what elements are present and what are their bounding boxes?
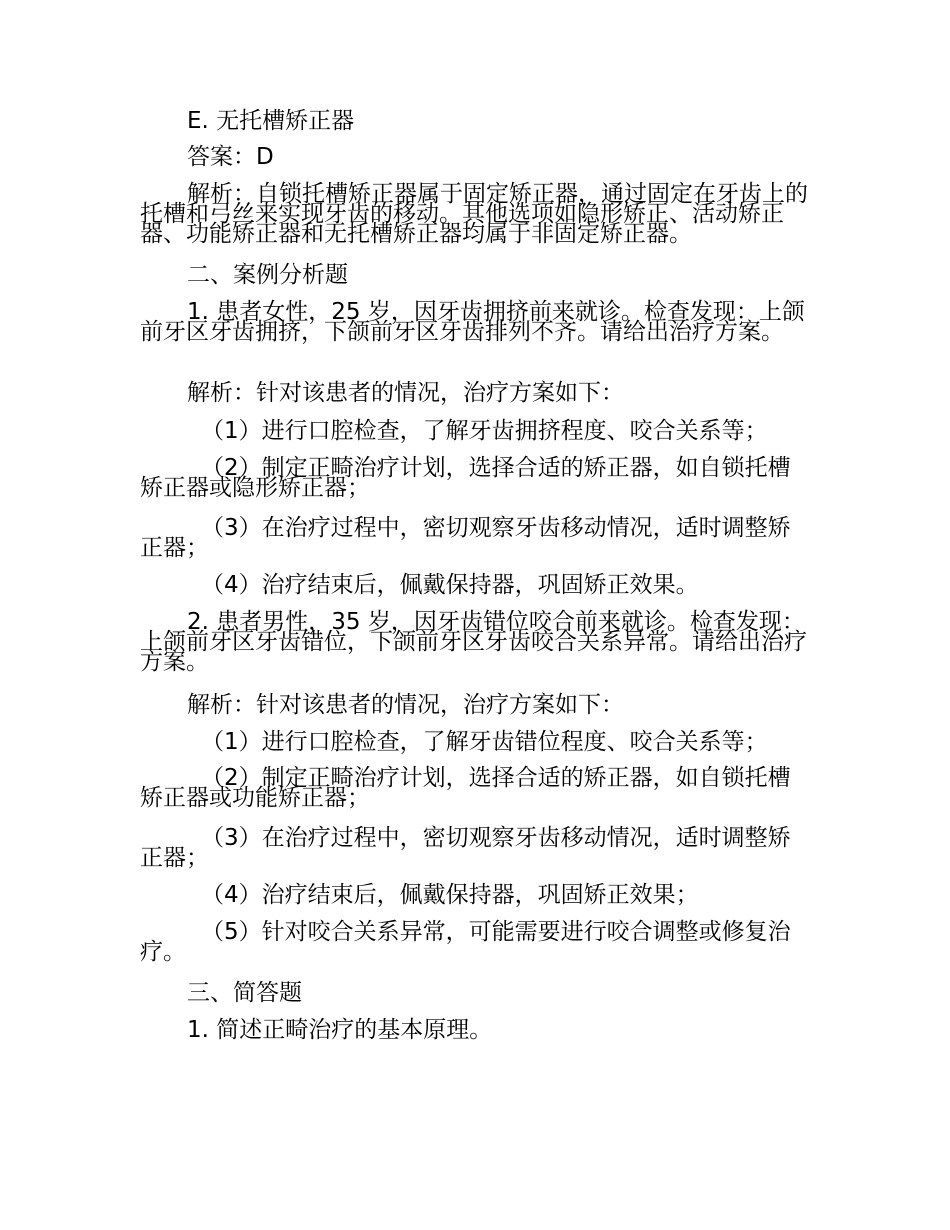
- case-1-step-2: （2）制定正畸治疗计划，选择合适的矫正器，如自锁托槽矫正器或隐形矫正器；: [140, 455, 791, 501]
- section-heading-short-answer: 三、简答题: [187, 980, 302, 1006]
- case-1-question: 1. 患者女性，25 岁，因牙齿拥挤前来就诊。检查发现：上颌前牙区牙齿拥挤，下颌前牙区牙齿排列不齐。请给出治疗方案。: [140, 299, 805, 345]
- case-1-step-3: （3）在治疗过程中，密切观察牙齿移动情况，适时调整矫正器；: [140, 515, 791, 561]
- case-2-explanation-intro: 解析：针对该患者的情况，治疗方案如下：: [187, 692, 624, 718]
- case-2-step-5: （5）针对咬合关系异常，可能需要进行咬合调整或修复治疗。: [140, 919, 791, 965]
- explanation-paragraph: 解析：自锁托槽矫正器属于固定矫正器，通过固定在牙齿上的托槽和弓丝来实现牙齿的移动。其他选项如隐形矫正、活动矫正器、功能矫正器和无托槽矫正器均属于非固定矫正器。: [140, 181, 808, 247]
- case-1-explanation-intro: 解析：针对该患者的情况，治疗方案如下：: [187, 380, 624, 406]
- case-1-step-4: （4）治疗结束后，佩戴保持器，巩固矫正效果。: [201, 572, 699, 598]
- option-e: E. 无托槽矫正器: [187, 108, 355, 134]
- case-2-step-1: （1）进行口腔检查，了解牙齿错位程度、咬合关系等；: [201, 729, 768, 755]
- section-heading-case-analysis: 二、案例分析题: [187, 262, 348, 288]
- case-1-step-1: （1）进行口腔检查，了解牙齿拥挤程度、咬合关系等；: [201, 418, 768, 444]
- case-2-step-3: （3）在治疗过程中，密切观察牙齿移动情况，适时调整矫正器；: [140, 825, 791, 871]
- short-answer-question-1: 1. 简述正畸治疗的基本原理。: [187, 1017, 493, 1043]
- case-2-step-2: （2）制定正畸治疗计划，选择合适的矫正器，如自锁托槽矫正器或功能矫正器；: [140, 765, 791, 811]
- case-2-question: 2. 患者男性，35 岁，因牙齿错位咬合前来就诊。检查发现：上颌前牙区牙齿错位，下颌前牙区牙齿咬合关系异常。请给出治疗方案。: [140, 609, 807, 675]
- answer-line: 答案：D: [187, 144, 274, 170]
- case-2-step-4: （4）治疗结束后，佩戴保持器，巩固矫正效果；: [201, 882, 699, 908]
